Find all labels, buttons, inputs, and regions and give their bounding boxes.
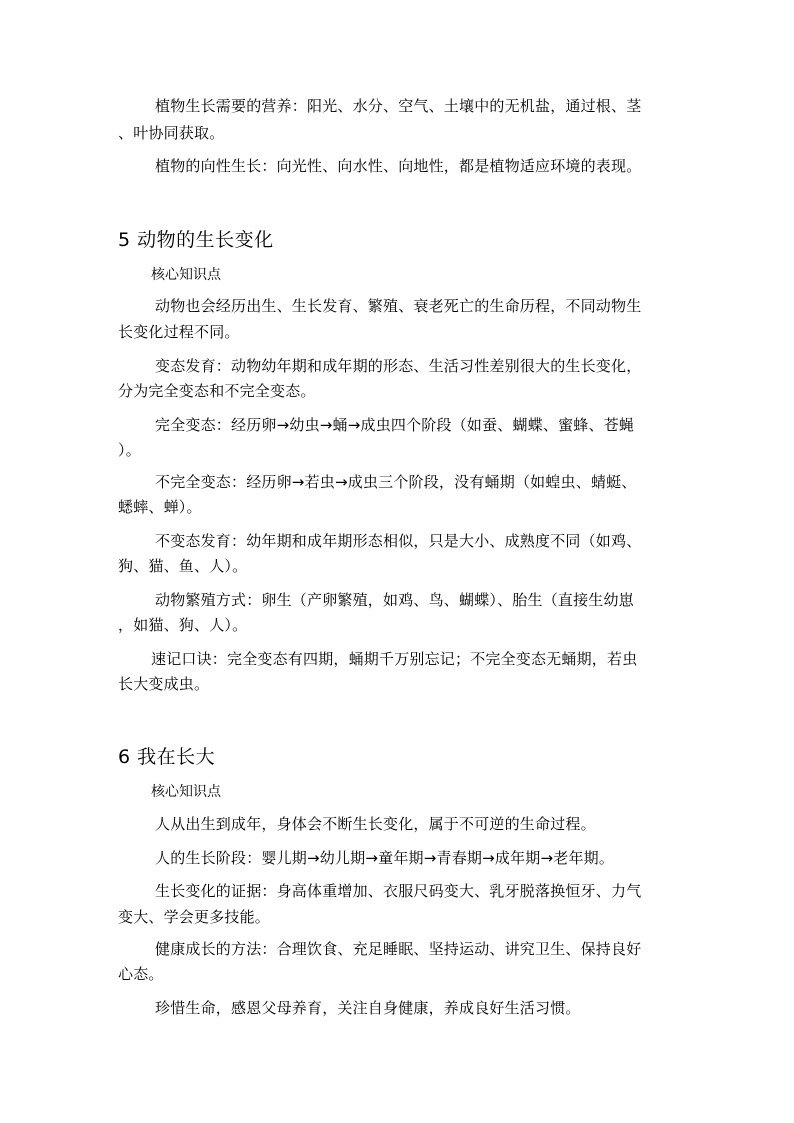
paragraph-line: 变态发育：动物幼年期和成年期的形态、生活习性差别很大的生长变化， — [155, 357, 642, 375]
subheading-label: 核心知识点 — [151, 267, 221, 283]
paragraph-line: ）。 — [118, 441, 141, 459]
paragraph-line: 速记口诀：完全变态有四期，蛹期千万别忘记；不完全变态无蛹期，若虫 — [151, 650, 638, 668]
paragraph-line: 完全变态：经历卵→幼虫→蛹→成虫四个阶段（如蚕、蝴蝶、蜜蜂、苍蝇 — [155, 416, 635, 434]
paragraph-line: 动物繁殖方式：卵生（产卵繁殖，如鸡、鸟、蝴蝶）、胎生（直接生幼崽 — [155, 591, 634, 609]
paragraph-line: 、叶协同获取。 — [118, 124, 225, 142]
paragraph-line: 生长变化的证据：身高体重增加、衣服尺码变大、乳牙脱落换恒牙、力气 — [155, 882, 642, 900]
paragraph-line: 健康成长的方法：合理饮食、充足睡眠、坚持运动、讲究卫生、保持良好 — [155, 940, 642, 958]
paragraph-line: 分为完全变态和不完全变态。 — [118, 382, 316, 400]
section-heading: 6 我在长大 — [118, 746, 216, 768]
paragraph-line: 长大变成虫。 — [118, 675, 210, 693]
section-heading: 5 动物的生长变化 — [118, 229, 274, 251]
paragraph-line: 植物的向性生长：向光性、向水性、向地性，都是植物适应环境的表现。 — [155, 157, 642, 175]
paragraph-line: 狗、猫、鱼、人）。 — [118, 557, 248, 575]
paragraph-line: 长变化过程不同。 — [118, 323, 240, 341]
paragraph-line: 不变态发育：幼年期和成年期形态相似，只是大小、成熟度不同（如鸡、 — [155, 532, 642, 550]
paragraph-line: 人从出生到成年，身体会不断生长变化，属于不可逆的生命过程。 — [155, 815, 596, 833]
paragraph-line: 蟋蟀、蝉）。 — [118, 498, 202, 516]
paragraph-line: 动物也会经历出生、生长发育、繁殖、衰老死亡的生命历程，不同动物生 — [155, 297, 642, 315]
paragraph-line: ，如猫、狗、人）。 — [118, 616, 248, 634]
paragraph-line: 植物生长需要的营养：阳光、水分、空气、土壤中的无机盐，通过根、茎 — [155, 97, 642, 115]
paragraph-line: 人的生长阶段：婴儿期→幼儿期→童年期→青春期→成年期→老年期。 — [155, 849, 615, 867]
paragraph-line: 变大、学会更多技能。 — [118, 908, 271, 926]
subheading-label: 核心知识点 — [151, 784, 221, 800]
paragraph-line: 珍惜生命，感恩父母养育，关注自身健康，养成良好生活习惯。 — [155, 999, 581, 1017]
paragraph-line: 心态。 — [118, 965, 164, 983]
paragraph-line: 不完全变态：经历卵→若虫→成虫三个阶段，没有蛹期（如蝗虫、蜻蜓、 — [155, 473, 637, 491]
